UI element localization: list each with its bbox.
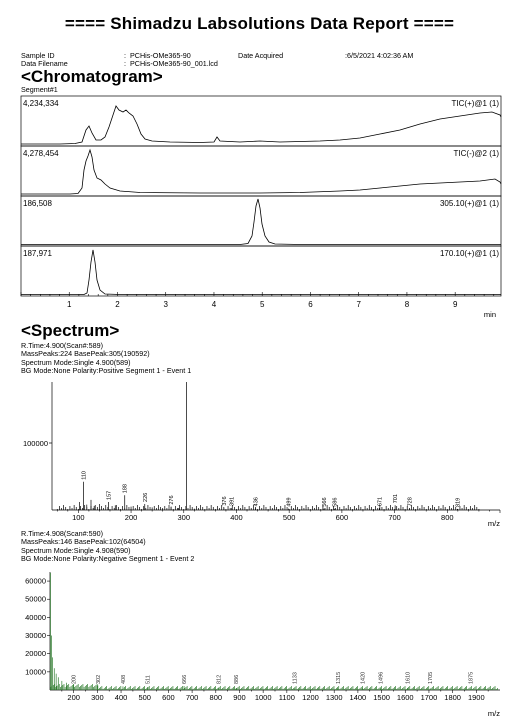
spectrum-2-y-tick-label: 60000: [25, 576, 46, 586]
data-filename-value: PCHis-OMe365-90_001.lcd: [130, 59, 218, 68]
spectrum-1-peak-label: 499: [286, 497, 293, 507]
spectrum-2-line-3: Spectrum Mode:Single 4.908(590): [21, 545, 131, 555]
spectrum-2-peak-label: 886: [234, 674, 241, 684]
data-filename-sep: :: [124, 59, 126, 68]
sample-id-value: PCHis-OMe365-90: [130, 51, 191, 60]
chrom-x-tick-label: 7: [356, 300, 361, 309]
spectrum-2-x-tick-label: 900: [233, 693, 246, 702]
spectrum-2-x-tick-label: 700: [185, 693, 199, 702]
spectrum-2-y-tick-label: 20000: [25, 649, 46, 659]
spectrum-2-y-tick-label: 50000: [25, 594, 46, 604]
spectrum-2-x-tick-label: 300: [91, 693, 104, 702]
chrom-x-tick-label: 8: [404, 300, 410, 309]
spectrum-2-y-tick-label: 30000: [25, 631, 46, 641]
sample-id-label: Sample ID: [21, 51, 55, 60]
spectrum-2-peak-label: 1420: [360, 671, 367, 684]
spectrum-1-peak-label: 226: [142, 492, 149, 502]
chrom-x-tick-label: 4: [211, 300, 217, 309]
spectrum-2-line-2: MassPeaks:146 BasePeak:102(64504): [21, 537, 146, 547]
date-acquired-value: :6/5/2021 4:02:36 AM: [345, 51, 414, 60]
spectrum-2-peak-label: 812: [216, 674, 223, 684]
spectrum-1-info: [21, 342, 191, 376]
spectrum-1-x-tick-label: 700: [388, 513, 401, 522]
report-title: ==== Shimadzu Labsolutions Data Report ====: [64, 14, 455, 33]
spectrum-2-x-tick-label: 1000: [254, 693, 272, 702]
spectrum-2-peak-label: 1133: [292, 672, 299, 684]
spectrum-2-line-1: R.Time:4.908(Scan#:590): [21, 529, 104, 538]
spectrum-1-x-tick-label: 200: [124, 513, 138, 522]
spectrum-2-info: [21, 530, 194, 564]
spectrum-1-plot: [0, 376, 519, 526]
spectrum-2-peak-label: 666: [182, 674, 189, 684]
spectrum-2-peak-label: 1875: [468, 671, 475, 684]
spectrum-1-peak-label: 819: [455, 497, 462, 507]
spectrum-2-x-tick-label: 1300: [325, 693, 343, 702]
spectrum-1-x-tick-label: 100: [72, 513, 85, 522]
spectrum-1-line-1: R.Time:4.900(Scan#:589): [21, 341, 104, 350]
spectrum-1-peak-label: 728: [407, 497, 414, 507]
spectrum-1-peak-label: 376: [221, 496, 228, 506]
spectrum-2-x-tick-label: 200: [67, 693, 80, 702]
chrom-panel-1-max: 4,234,334: [23, 99, 59, 108]
spectrum-1-peak-label: 157: [106, 490, 113, 500]
chrom-panel-1-frame: [21, 96, 501, 146]
chrom-trace-tic-pos: [21, 106, 501, 144]
spectrum-1-peak-label: 391: [229, 496, 236, 506]
chromatogram-heading: <Chromatogram>: [21, 67, 163, 86]
spectrum-1-peak-label: 188: [122, 484, 129, 494]
chrom-x-tick-label: 5: [259, 300, 265, 309]
spectrum-1-line-2: MassPeaks:224 BasePeak:305(190592): [21, 349, 150, 359]
spectrum-2-peak-label: 1315: [335, 671, 342, 684]
chrom-x-tick-label: 2: [115, 300, 120, 309]
spectrum-2-x-tick-label: 1100: [278, 693, 295, 702]
chrom-panel-2-label: TIC(-)@2 (1): [453, 149, 499, 158]
spectrum-1-x-tick-label: 800: [441, 513, 454, 522]
spectrum-1-line-3: Spectrum Mode:Single 4.900(589): [21, 357, 131, 367]
chrom-x-tick-label: 1: [67, 300, 72, 309]
chrom-panel-2-frame: [21, 146, 501, 196]
chrom-panel-3-max: 186,508: [23, 199, 52, 208]
spectrum-1-peak-label: 110: [81, 471, 88, 480]
spectrum-2-peak-label: 1496: [378, 671, 385, 684]
spectrum-1-x-unit: m/z: [487, 519, 500, 526]
spectrum-2-x-tick-label: 600: [162, 693, 175, 702]
spectrum-2-x-tick-label: 1800: [444, 693, 461, 702]
spectrum-2-x-unit: m/z: [487, 709, 500, 718]
spectrum-2-x-tick-label: 1600: [396, 693, 414, 702]
spectrum-2-peak-label: 1610: [405, 671, 412, 684]
segment-label: Segment#1: [21, 85, 58, 94]
chrom-x-tick-label: 9: [452, 300, 458, 309]
chrom-panel-3-label: 305.10(+)@1 (1): [439, 199, 499, 208]
chrom-x-unit: min: [483, 310, 496, 319]
chrom-panel-4-max: 187,971: [23, 249, 52, 258]
spectrum-2-peak-label: 511: [145, 675, 152, 684]
spectrum-1-x-tick-label: 300: [177, 513, 191, 522]
sample-id-sep: :: [124, 51, 126, 60]
chrom-panel-4-frame: [21, 246, 501, 296]
spectrum-heading: <Spectrum>: [21, 321, 120, 340]
spectrum-2-x-tick-label: 500: [138, 693, 151, 702]
spectrum-2-x-tick-label: 1400: [349, 693, 367, 702]
spectrum-1-peak-label: 436: [253, 497, 260, 507]
spectrum-1-y-tick: 100000: [22, 439, 48, 448]
spectrum-2-line-4: BG Mode:None Polarity:Negative Segment 1 - Event 2: [21, 554, 195, 564]
chrom-panel-1-label: TIC(+)@1 (1): [451, 99, 499, 108]
spectrum-2-x-tick-label: 1700: [420, 693, 438, 702]
spectrum-2-peak-label: 1705: [428, 671, 435, 684]
data-filename-label: Data Filename: [21, 59, 68, 68]
spectrum-2-x-tick-label: 1500: [373, 693, 390, 702]
chrom-panel-2-max: 4,278,454: [23, 149, 59, 158]
chrom-panel-3-frame: [21, 196, 501, 246]
chrom-trace-170: [21, 250, 501, 295]
spectrum-2-plot: [0, 566, 519, 726]
spectrum-2-x-tick-label: 1200: [302, 693, 319, 702]
date-acquired-label: Date Acquired: [238, 51, 284, 60]
chrom-x-tick-label: 3: [163, 300, 168, 309]
spectrum-2-x-tick-label: 1900: [467, 693, 485, 702]
spectrum-2-peak-label: 200: [71, 674, 78, 684]
chrom-panel-4-label: 170.10(+)@1 (1): [439, 249, 499, 258]
spectrum-2-peak-label: 408: [120, 674, 127, 684]
chrom-trace-305: [21, 199, 501, 245]
chrom-trace-tic-neg: [21, 150, 501, 194]
spectrum-1-peak-label: 586: [332, 497, 339, 507]
spectrum-2-y-tick-label: 10000: [25, 667, 46, 677]
spectrum-1-peak-label: 566: [321, 497, 328, 507]
spectrum-2-y-tick-label: 40000: [25, 612, 46, 622]
spectrum-1-x-tick-label: 600: [335, 513, 349, 522]
spectrum-1-peak-label: 701: [393, 494, 400, 504]
spectrum-1-x-tick-label: 400: [230, 513, 243, 522]
chromatogram-plot: [0, 0, 519, 330]
chrom-x-tick-label: 6: [308, 300, 313, 309]
spectrum-1-line-4: BG Mode:None Polarity:Positive Segment 1 - Event 1: [21, 366, 192, 376]
spectrum-2-x-tick-label: 800: [209, 693, 223, 702]
spectrum-2-peak-label: 302: [95, 674, 102, 684]
spectrum-2-x-tick-label: 400: [114, 693, 128, 702]
spectrum-1-peak-label: 276: [169, 495, 176, 505]
spectrum-1-peak-label: 671: [377, 496, 384, 507]
spectrum-1-x-tick-label: 500: [282, 513, 296, 522]
